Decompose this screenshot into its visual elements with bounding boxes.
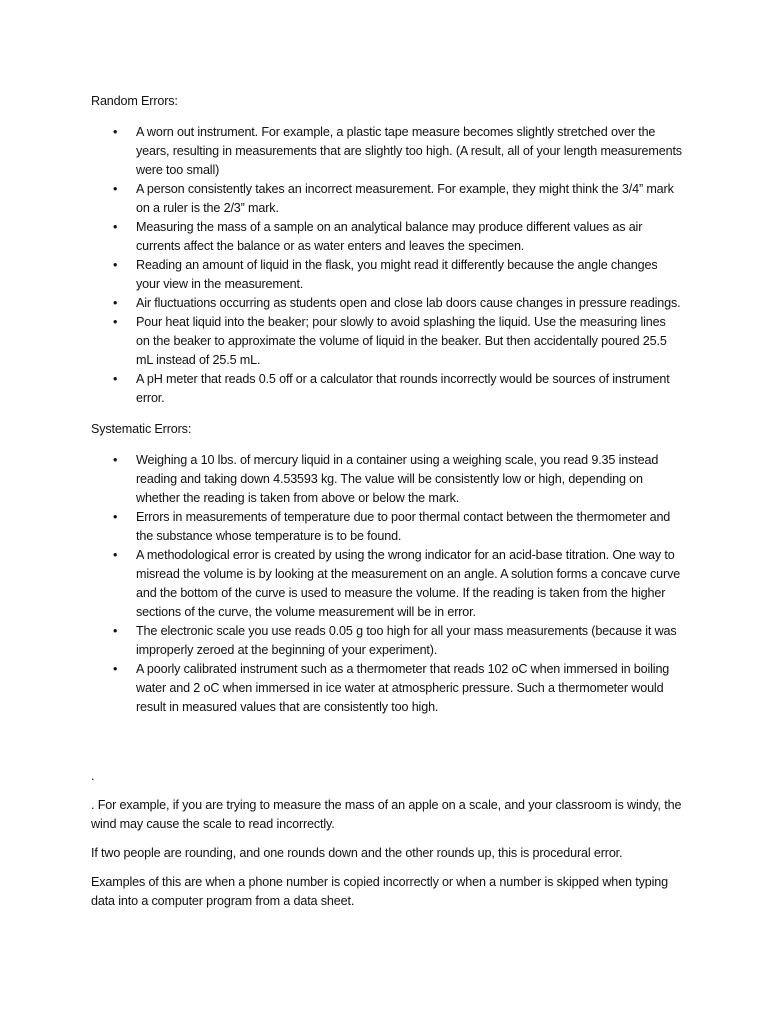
list-item (91, 313, 682, 370)
bullet-icon: • (113, 220, 118, 234)
paragraph: If two people are rounding, and one rounds down and the other rounds up, this is procedural error. (91, 846, 623, 860)
systematic-errors-heading: Systematic Errors: (91, 422, 192, 436)
list-item-text: Errors in measurements of temperature due to poor thermal contact between the thermometer and the substance whose temperature is to be found. (136, 510, 671, 543)
list-item-text: The electronic scale you use reads 0.05 g too high for all your mass measurements (because it was improperly zeroed at the beginning of your experiment). (136, 624, 677, 657)
bullet-icon: • (113, 258, 118, 272)
bullet-icon: • (113, 624, 118, 638)
list-item-text: Air fluctuations occurring as students open and close lab doors cause changes in pressure readings. (136, 296, 681, 310)
list-item (91, 218, 682, 256)
list-item (91, 123, 682, 180)
bullet-icon: • (113, 372, 118, 386)
list-item-text: A worn out instrument. For example, a plastic tape measure becomes slightly stretched over the years, resulting in measurements that are slightly too high. (A result, all of your length measurements were too small) (136, 125, 682, 177)
list-item (91, 294, 682, 313)
bullet-icon: • (113, 510, 118, 524)
bullet-icon: • (113, 453, 118, 467)
random-errors-heading: Random Errors: (91, 94, 178, 108)
bullet-icon: • (113, 125, 118, 139)
list-item-text: A poorly calibrated instrument such as a thermometer that reads 102 oC when immersed in boiling water and 2 oC when immersed in ice water at atmospheric pressure. Such a thermometer would result in measured values that are consistently too high. (136, 662, 670, 714)
paragraph: . For example, if you are trying to measure the mass of an apple on a scale, and your classroom is windy, the wind may cause the scale to read incorrectly. (91, 798, 682, 831)
lone-dot: . (91, 769, 95, 783)
list-item-text: A pH meter that reads 0.5 off or a calculator that rounds incorrectly would be sources of instrument error. (136, 372, 670, 405)
list-item-text: Measuring the mass of a sample on an analytical balance may produce different values as air currents affect the balance or as water enters and leaves the specimen. (136, 220, 643, 253)
list-item (91, 256, 682, 294)
list-item-text: Weighing a 10 lbs. of mercury liquid in a container using a weighing scale, you read 9.35 instead reading and taking down 4.53593 kg. The value will be consistently low or high, depending on whether the reading is taken from above or below the mark. (136, 453, 659, 505)
list-item-text: Pour heat liquid into the beaker; pour slowly to avoid splashing the liquid. Use the measuring lines on the beaker to approximate the volume of liquid in the beaker. But then accidentally poured 25.5 mL instead of 25.5 mL. (136, 315, 667, 367)
bullet-icon: • (113, 182, 118, 196)
paragraph: Examples of this are when a phone number is copied incorrectly or when a number is skipped when typing data into a computer program from a data sheet. (91, 875, 668, 908)
bullet-icon: • (113, 548, 118, 562)
bullet-icon: • (113, 662, 118, 676)
list-item-text: A methodological error is created by using the wrong indicator for an acid-base titration. One way to misread the volume is by looking at the measurement on an angle. A solution forms a concave curve and the bottom of the curve is used to measure the volume. If the reading is taken from the higher sections of the curve, the volume measurement will be in error. (136, 548, 681, 619)
bullet-icon: • (113, 296, 118, 310)
list-item (91, 180, 682, 218)
list-item (91, 622, 682, 660)
bullet-icon: • (113, 315, 118, 329)
list-item (91, 451, 682, 508)
random-errors-list (91, 123, 682, 408)
systematic-errors-list (91, 451, 682, 717)
spacer (91, 729, 682, 767)
list-item-text: Reading an amount of liquid in the flask, you might read it differently because the angle changes your view in the measurement. (136, 258, 658, 291)
list-item-text: A person consistently takes an incorrect measurement. For example, they might think the 3/4” mark on a ruler is the 2/3” mark. (136, 182, 674, 215)
list-item (91, 370, 682, 408)
list-item (91, 546, 682, 622)
list-item (91, 508, 682, 546)
list-item (91, 660, 682, 717)
